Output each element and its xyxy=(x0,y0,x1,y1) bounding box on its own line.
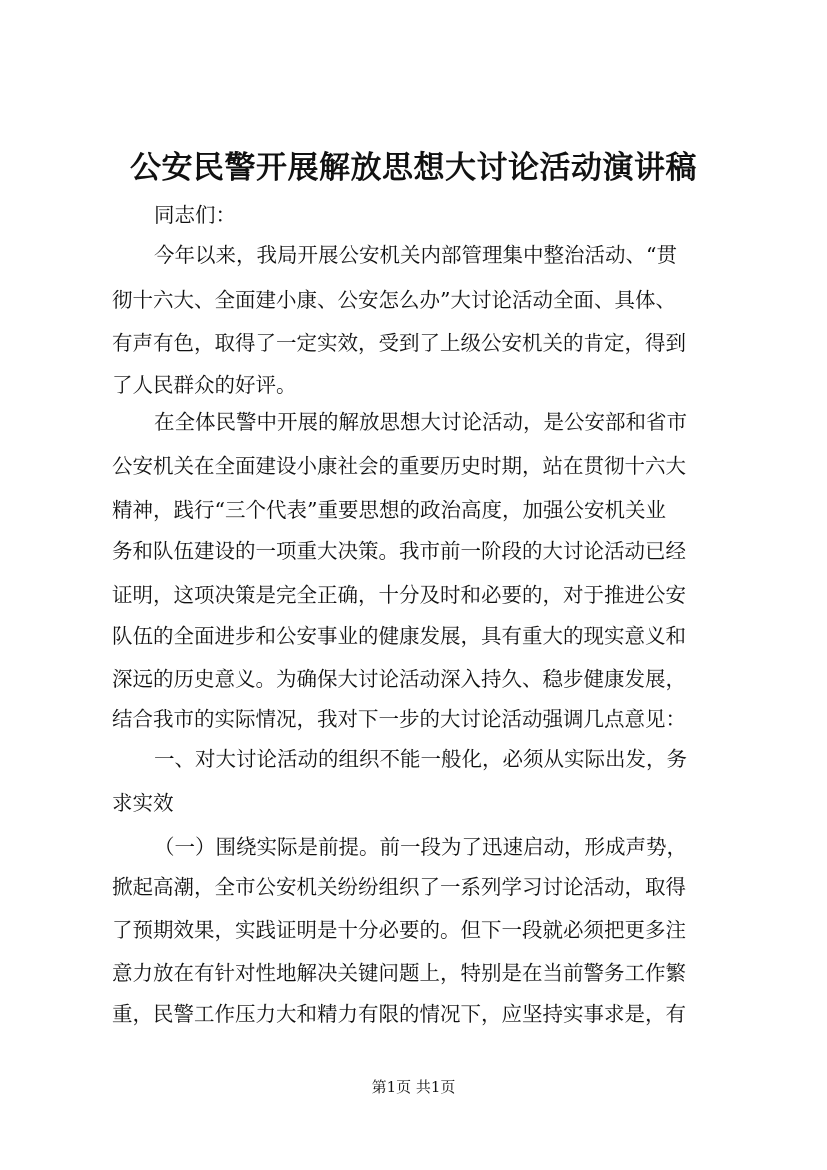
body-line: 今年以来，我局开展公安机关内部管理集中整治活动、“贯 xyxy=(154,243,677,267)
body-line: 精神，践行“三个代表”重要思想的政治高度，加强公安机关业 xyxy=(112,498,666,522)
document-title: 公安民警开展解放思想大讨论活动演讲稿 xyxy=(130,150,697,186)
section-heading-line: 一、对大讨论活动的组织不能一般化，必须从实际出发，务 xyxy=(154,747,687,771)
body-line: 务和队伍建设的一项重大决策。我市前一阶段的大讨论活动已经 xyxy=(112,539,686,563)
body-line: 彻十六大、全面建小康、公安怎么办”大讨论活动全面、具体、 xyxy=(112,288,676,312)
body-line: 公安机关在全面建设小康社会的重要历史时期，站在贯彻十六大 xyxy=(112,454,686,478)
body-line: 掀起高潮，全市公安机关纷纷组织了一系列学习讨论活动，取得 xyxy=(112,875,686,899)
body-line: 深远的历史意义。为确保大讨论活动深入持久、稳步健康发展， xyxy=(112,667,686,691)
body-line: 了预期效果，实践证明是十分必要的。但下一段就必须把更多注 xyxy=(112,918,686,942)
body-line: 重，民警工作压力大和精力有限的情况下，应坚持实事求是，有 xyxy=(112,1002,686,1026)
page-number-footer: 第1页 共1页 xyxy=(371,1078,456,1096)
body-line: 结合我市的实际情况，我对下一步的大讨论活动强调几点意见： xyxy=(112,707,686,731)
section-heading-line: 求实效 xyxy=(112,791,174,815)
body-line: 队伍的全面进步和公安事业的健康发展，具有重大的现实意义和 xyxy=(112,624,686,648)
salutation-line: 同志们： xyxy=(154,203,236,227)
body-line: 了人民群众的好评。 xyxy=(112,373,297,397)
body-line: （一）围绕实际是前提。前一段为了迅速启动，形成声势， xyxy=(154,835,687,859)
body-line: 意力放在有针对性地解决关键问题上，特别是在当前警务工作繁 xyxy=(112,961,686,985)
body-line: 在全体民警中开展的解放思想大讨论活动，是公安部和省市 xyxy=(154,410,687,434)
body-line: 证明，这项决策是完全正确，十分及时和必要的，对于推进公安 xyxy=(112,583,686,607)
body-line: 有声有色，取得了一定实效，受到了上级公安机关的肯定，得到 xyxy=(112,331,686,355)
